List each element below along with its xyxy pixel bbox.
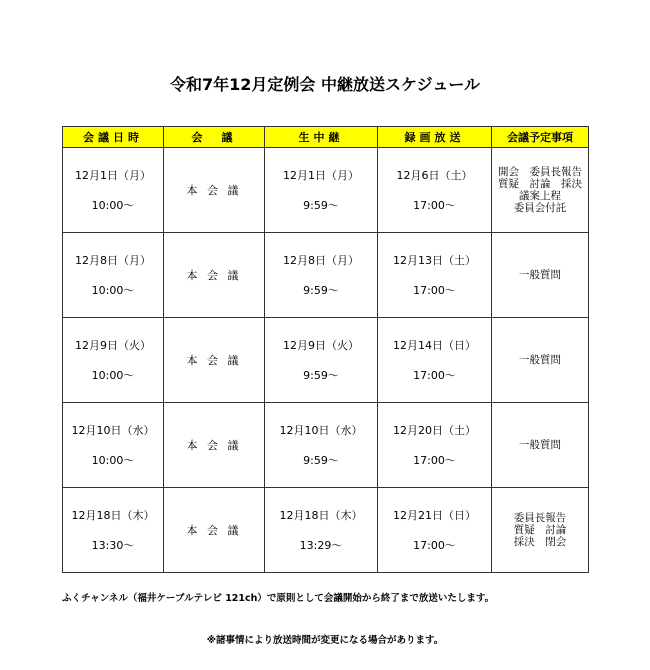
meeting-datetime-date: 12月8日（月） <box>75 254 151 267</box>
agenda <box>492 318 589 403</box>
recorded-broadcast <box>378 148 492 233</box>
recorded-broadcast-time: 17:00～ <box>413 369 456 382</box>
agenda-item: 一般質問 <box>519 354 561 366</box>
meeting-datetime-time: 13:30～ <box>91 539 135 552</box>
recorded-broadcast-time: 17:00～ <box>413 539 456 552</box>
recorded-broadcast <box>378 318 492 403</box>
agenda <box>492 148 589 233</box>
header-meeting: 会 議 <box>164 127 265 148</box>
live-broadcast-time: 9:59～ <box>303 199 339 212</box>
agenda-item: 議案上程 <box>519 190 561 202</box>
recorded-broadcast-time: 17:00～ <box>413 454 456 467</box>
meeting-datetime-time: 10:00～ <box>91 199 135 212</box>
recorded-broadcast <box>378 403 492 488</box>
meeting-type: 本 会 議 <box>164 148 265 233</box>
agenda <box>492 233 589 318</box>
recorded-broadcast <box>378 488 492 573</box>
agenda <box>492 403 589 488</box>
recorded-broadcast-time: 17:00～ <box>413 199 456 212</box>
meeting-type: 本 会 議 <box>164 403 265 488</box>
meeting-datetime-date: 12月9日（火） <box>75 339 151 352</box>
meeting-datetime <box>63 148 164 233</box>
agenda-item: 委員会付託 <box>513 202 567 214</box>
agenda-item: 質疑 討論 採決 <box>498 178 582 190</box>
table-row <box>63 403 589 488</box>
table-row <box>63 488 589 573</box>
agenda-item: 一般質問 <box>519 269 561 281</box>
live-broadcast <box>265 233 378 318</box>
table-header-row <box>63 127 589 148</box>
header-agenda: 会議予定事項 <box>492 127 589 148</box>
meeting-datetime-time: 10:00～ <box>91 369 135 382</box>
meeting-datetime <box>63 318 164 403</box>
live-broadcast-date: 12月1日（月） <box>283 169 359 182</box>
change-notice: ※諸事情により放送時間が変更になる場合があります。 <box>206 635 444 646</box>
broadcast-note: ふくチャンネル（福井ケーブルテレビ 121ch）で原則として会議開始から終了まで放送いたします。 <box>62 593 495 604</box>
meeting-datetime <box>63 233 164 318</box>
live-broadcast <box>265 148 378 233</box>
agenda-item: 一般質問 <box>519 439 561 451</box>
live-broadcast <box>265 318 378 403</box>
agenda-item: 開会 委員長報告 <box>498 166 582 178</box>
agenda-item: 質疑 討論 <box>513 524 567 536</box>
table-row <box>63 233 589 318</box>
meeting-datetime <box>63 488 164 573</box>
meeting-datetime-time: 10:00～ <box>91 454 135 467</box>
meeting-datetime-date: 12月10日（水） <box>71 424 155 437</box>
live-broadcast-date: 12月8日（月） <box>283 254 359 267</box>
live-broadcast-time: 9:59～ <box>303 454 339 467</box>
meeting-datetime-time: 10:00～ <box>91 284 135 297</box>
schedule-table <box>62 126 589 573</box>
meeting-datetime-date: 12月1日（月） <box>75 169 151 182</box>
table-row <box>63 148 589 233</box>
page-title: 令和7年12月定例会 中継放送スケジュール <box>169 75 480 94</box>
recorded-broadcast-date: 12月6日（土） <box>396 169 473 182</box>
live-broadcast-date: 12月9日（火） <box>283 339 359 352</box>
recorded-broadcast-date: 12月14日（日） <box>393 339 476 352</box>
live-broadcast <box>265 403 378 488</box>
meeting-datetime-date: 12月18日（木） <box>71 509 155 522</box>
table-row <box>63 318 589 403</box>
live-broadcast-time: 9:59～ <box>303 369 339 382</box>
live-broadcast-time: 9:59～ <box>303 284 339 297</box>
recorded-broadcast-date: 12月21日（日） <box>393 509 476 522</box>
agenda <box>492 488 589 573</box>
live-broadcast <box>265 488 378 573</box>
header-recorded: 録画放送 <box>378 127 492 148</box>
agenda-item: 採決 閉会 <box>513 536 567 548</box>
live-broadcast-date: 12月10日（水） <box>279 424 363 437</box>
agenda-item: 委員長報告 <box>513 512 567 524</box>
live-broadcast-date: 12月18日（木） <box>279 509 363 522</box>
live-broadcast-time: 13:29～ <box>299 539 343 552</box>
header-live: 生中継 <box>265 127 378 148</box>
recorded-broadcast <box>378 233 492 318</box>
meeting-type: 本 会 議 <box>164 488 265 573</box>
recorded-broadcast-date: 12月13日（土） <box>393 254 476 267</box>
header-date: 会議日時 <box>63 127 164 148</box>
recorded-broadcast-time: 17:00～ <box>413 284 456 297</box>
meeting-datetime <box>63 403 164 488</box>
meeting-type: 本 会 議 <box>164 318 265 403</box>
recorded-broadcast-date: 12月20日（土） <box>393 424 476 437</box>
meeting-type: 本 会 議 <box>164 233 265 318</box>
